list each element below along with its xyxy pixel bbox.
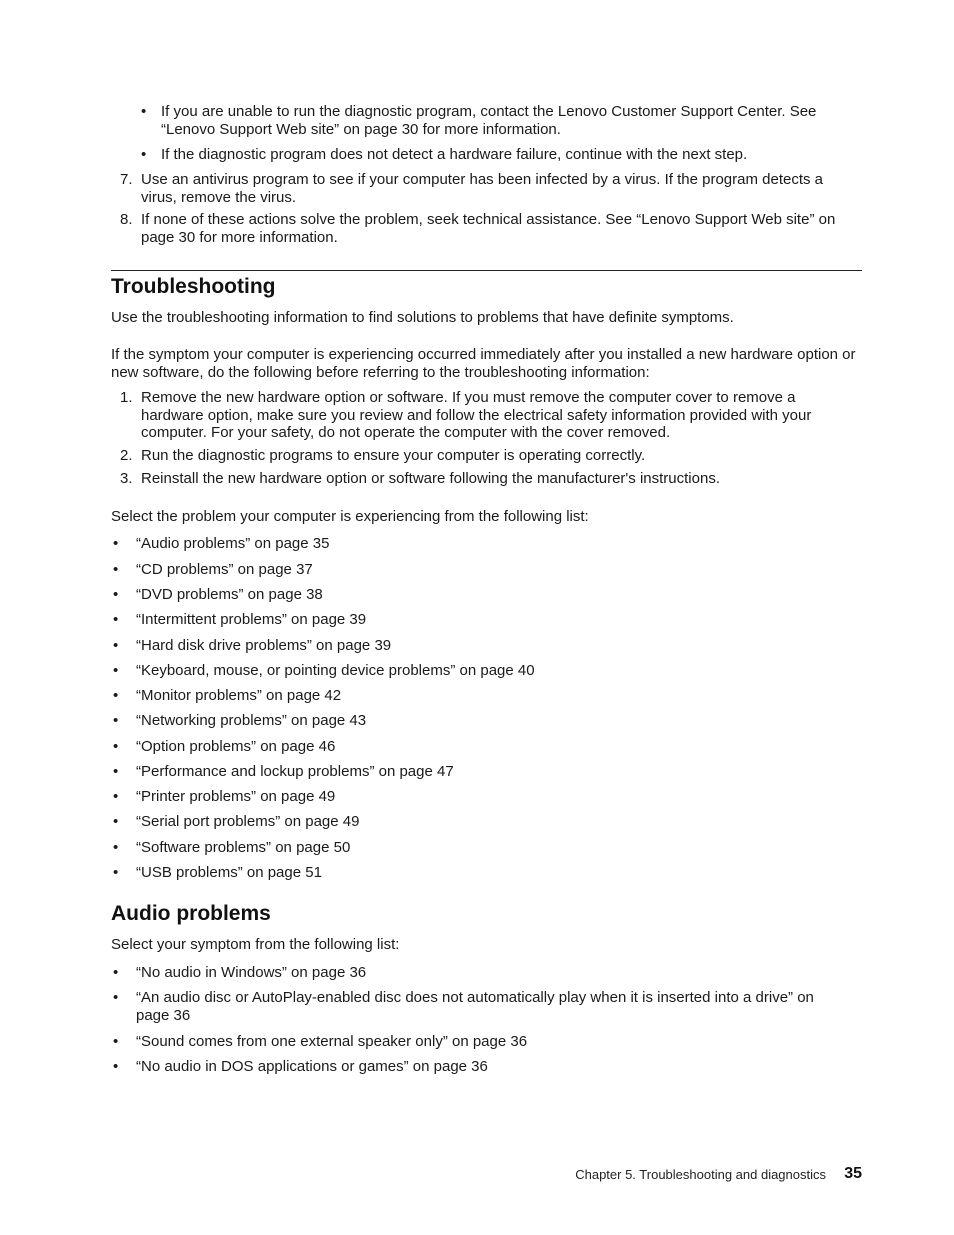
bullet: •	[113, 813, 119, 830]
problem-link[interactable]: “DVD problems” on page 38	[136, 586, 323, 603]
sub-bullet-item	[141, 146, 861, 164]
problem-link[interactable]: “Keyboard, mouse, or pointing device problems” on page 40	[136, 662, 535, 679]
problem-link[interactable]: “Audio problems” on page 35	[136, 535, 330, 552]
problem-link[interactable]: “USB problems” on page 51	[136, 864, 322, 881]
symptom-link[interactable]: “Sound comes from one external speaker only” on page 36	[136, 1033, 528, 1050]
bullet: •	[113, 561, 119, 578]
list-item[interactable]	[113, 839, 862, 857]
problem-link[interactable]: “Software problems” on page 50	[136, 839, 351, 856]
list-item[interactable]	[113, 1033, 862, 1051]
list-item[interactable]	[113, 637, 862, 655]
list-item[interactable]	[113, 813, 862, 831]
section-divider	[111, 270, 862, 271]
step-number: 2.	[120, 447, 133, 464]
audio-intro: Select your symptom from the following list:	[111, 936, 400, 953]
bullet: •	[113, 763, 119, 780]
step-text: Remove the new hardware option or software. If you must remove the computer cover to remove a hardware option, make sure you review and follow the electrical safety information provided with your computer. For your safety, do not operate the computer with the cover removed.	[141, 389, 812, 441]
step-number: 1.	[120, 389, 133, 406]
list-item[interactable]	[113, 561, 862, 579]
bullet: •	[113, 637, 119, 654]
problem-link[interactable]: “Monitor problems” on page 42	[136, 687, 342, 704]
numbered-step	[120, 389, 862, 442]
numbered-step	[120, 211, 862, 246]
step-text: If none of these actions solve the problem, seek technical assistance. See “Lenovo Support Web site” on page 30 for more information.	[141, 211, 836, 246]
symptom-link[interactable]: “No audio in Windows” on page 36	[136, 964, 367, 981]
problem-link[interactable]: “Printer problems” on page 49	[136, 788, 336, 805]
step-text: Reinstall the new hardware option or software following the manufacturer's instructions.	[141, 470, 720, 487]
page-number: 35	[844, 1165, 862, 1182]
bullet: •	[141, 146, 147, 163]
problem-link[interactable]: “Performance and lockup problems” on page 47	[136, 763, 454, 780]
step-number: 3.	[120, 470, 133, 487]
page-footer	[111, 1165, 862, 1185]
problem-link[interactable]: “Option problems” on page 46	[136, 738, 336, 755]
problem-link[interactable]: “Intermittent problems” on page 39	[136, 611, 367, 628]
list-item[interactable]	[113, 712, 862, 730]
list-item[interactable]	[113, 662, 862, 680]
list-item[interactable]	[113, 989, 838, 1024]
sub-bullet-text: If you are unable to run the diagnostic program, contact the Lenovo Customer Support Center. See “Lenovo Support Web site” on page 30 for more information.	[161, 103, 817, 138]
bullet: •	[141, 103, 147, 120]
footer-chapter: Chapter 5. Troubleshooting and diagnostics	[575, 1167, 826, 1182]
step-text: Run the diagnostic programs to ensure your computer is operating correctly.	[141, 447, 646, 464]
list-item[interactable]	[113, 1058, 862, 1076]
problem-link[interactable]: “Serial port problems” on page 49	[136, 813, 360, 830]
numbered-step	[120, 171, 862, 206]
troubleshooting-paragraph: If the symptom your computer is experiencing occurred immediately after you installed a new hardware option or new software, do the following before referring to the troubleshooting information:	[111, 346, 856, 381]
list-item[interactable]	[113, 611, 862, 629]
bullet: •	[113, 989, 119, 1006]
step-number: 8.	[120, 211, 133, 228]
bullet: •	[113, 535, 119, 552]
list-item[interactable]	[113, 964, 862, 982]
bullet: •	[113, 1033, 119, 1050]
list-item[interactable]	[113, 788, 862, 806]
bullet: •	[113, 738, 119, 755]
list-item[interactable]	[113, 535, 862, 553]
bullet: •	[113, 687, 119, 704]
problem-link[interactable]: “Networking problems” on page 43	[136, 712, 367, 729]
section-heading-audio-problems: Audio problems	[111, 902, 271, 925]
list-item[interactable]	[113, 687, 862, 705]
bullet: •	[113, 712, 119, 729]
sub-bullet-text: If the diagnostic program does not detect a hardware failure, continue with the next step.	[161, 146, 748, 163]
bullet: •	[113, 662, 119, 679]
numbered-step	[120, 447, 862, 465]
symptom-link[interactable]: “No audio in DOS applications or games” on page 36	[136, 1058, 488, 1075]
bullet: •	[113, 788, 119, 805]
sub-bullet-item	[141, 103, 861, 138]
list-item[interactable]	[113, 586, 862, 604]
bullet: •	[113, 864, 119, 881]
list-item[interactable]	[113, 738, 862, 756]
step-text: Use an antivirus program to see if your computer has been infected by a virus. If the program detects a virus, remove the virus.	[141, 171, 824, 206]
numbered-step	[120, 470, 862, 488]
troubleshooting-intro: Use the troubleshooting information to find solutions to problems that have definite symptoms.	[111, 309, 734, 326]
list-item[interactable]	[113, 864, 862, 882]
step-number: 7.	[120, 171, 133, 188]
select-problem-text: Select the problem your computer is experiencing from the following list:	[111, 508, 589, 525]
problem-link[interactable]: “Hard disk drive problems” on page 39	[136, 637, 392, 654]
section-heading-troubleshooting: Troubleshooting	[111, 275, 276, 298]
bullet: •	[113, 1058, 119, 1075]
bullet: •	[113, 611, 119, 628]
bullet: •	[113, 964, 119, 981]
bullet: •	[113, 586, 119, 603]
symptom-link[interactable]: “An audio disc or AutoPlay-enabled disc does not automatically play when it is inserted into a drive” on page 36	[136, 989, 814, 1024]
bullet: •	[113, 839, 119, 856]
problem-link[interactable]: “CD problems” on page 37	[136, 561, 313, 578]
list-item[interactable]	[113, 763, 862, 781]
